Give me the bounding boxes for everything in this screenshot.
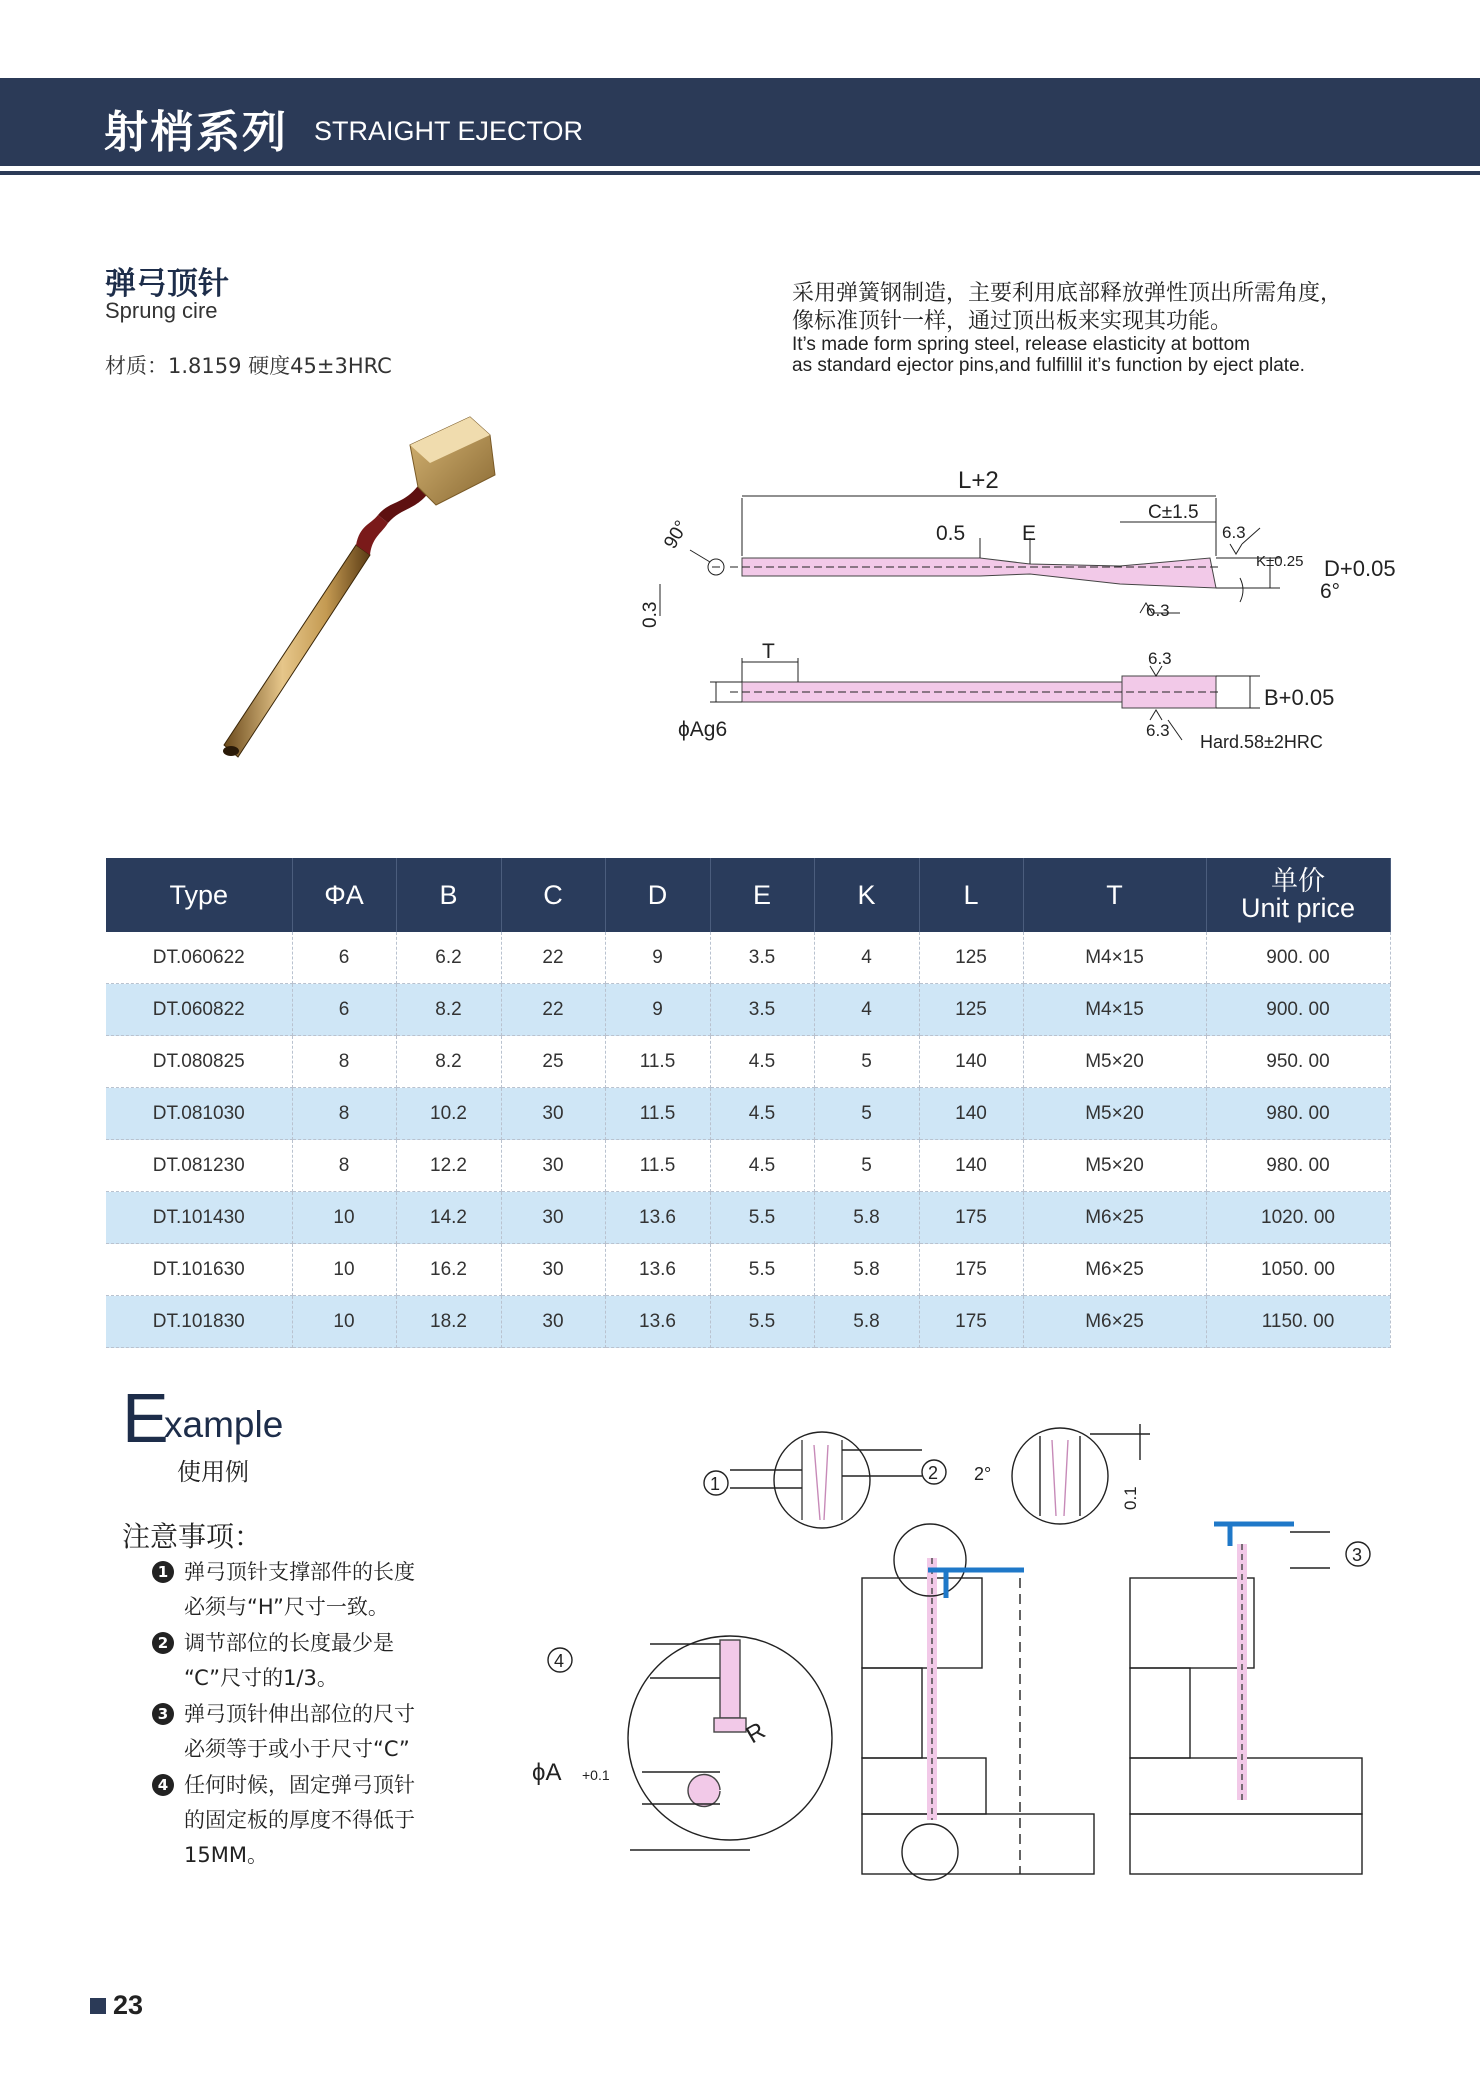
table-cell: 11.5: [605, 1036, 710, 1088]
table-cell: 5.8: [814, 1296, 919, 1348]
header-a: ΦA: [292, 858, 396, 932]
table-cell: M6×25: [1023, 1192, 1206, 1244]
table-cell: 1150. 00: [1206, 1296, 1390, 1348]
description-en-line: It’s made form spring steel, release elasticity at bottom: [792, 334, 1250, 355]
note-item: [152, 1626, 492, 1696]
table-row: [106, 984, 1390, 1036]
roughness-b1: 6.3: [1148, 649, 1172, 668]
table-cell: 3.5: [710, 984, 814, 1036]
dim-A: ϕAg6: [678, 718, 728, 741]
table-cell: M4×15: [1023, 984, 1206, 1036]
angle-90: 90°: [660, 517, 693, 553]
table-cell: 4.5: [710, 1140, 814, 1192]
note-number: 4: [152, 1774, 174, 1796]
table-cell: 25: [501, 1036, 605, 1088]
table-cell: 5.8: [814, 1192, 919, 1244]
dim-D: D+0.05: [1324, 556, 1396, 581]
callout-2: 2: [928, 1463, 939, 1483]
description-cn-line: 采用弹簧钢制造，主要利用底部释放弹性顶出所需角度，: [792, 281, 1343, 306]
table-row: [106, 932, 1390, 984]
technical-drawing: [620, 458, 1410, 758]
header-b: B: [396, 858, 501, 932]
table-cell: 5.5: [710, 1296, 814, 1348]
note-line: 弹弓顶针伸出部位的尺寸: [184, 1702, 415, 1726]
note-number: 3: [152, 1703, 174, 1725]
table-cell: M5×20: [1023, 1088, 1206, 1140]
table-cell: 5: [814, 1140, 919, 1192]
page-title-en: STRAIGHT EJECTOR: [314, 116, 584, 146]
note-line: 弹弓顶针支撑部件的长度: [184, 1560, 415, 1584]
page-marker: [90, 1998, 106, 2014]
dim-01: 0.1: [1121, 1486, 1140, 1510]
product-photo: [210, 405, 550, 765]
table-cell: 10: [292, 1244, 396, 1296]
dim-T: T: [762, 640, 775, 663]
table-cell: 125: [919, 984, 1023, 1036]
spec-table: [106, 858, 1391, 1348]
table-cell: 9: [605, 984, 710, 1036]
table-cell: 1050. 00: [1206, 1244, 1390, 1296]
header-price-en: Unit price: [1240, 893, 1356, 923]
callout-3: 3: [1352, 1545, 1363, 1565]
table-row: [106, 1088, 1390, 1140]
table-cell: 3.5: [710, 932, 814, 984]
table-cell: 30: [501, 1192, 605, 1244]
example-title-initial: E: [122, 1379, 169, 1457]
table-cell: M5×20: [1023, 1140, 1206, 1192]
table-cell: 12.2: [396, 1140, 501, 1192]
table-cell: 175: [919, 1192, 1023, 1244]
example-title: xample: [164, 1404, 284, 1445]
table-cell: DT.101830: [106, 1296, 292, 1348]
table-cell: M6×25: [1023, 1296, 1206, 1348]
radius-label: R: [741, 1717, 771, 1750]
header-d: D: [605, 858, 710, 932]
example-diagram: [530, 1420, 1390, 1910]
table-cell: 30: [501, 1088, 605, 1140]
table-cell: 5.5: [710, 1192, 814, 1244]
dim-L: L+2: [958, 467, 999, 494]
product-name-cn: 弹弓顶针: [105, 266, 229, 302]
table-body: [106, 932, 1390, 1348]
angle-6: 6°: [1320, 580, 1341, 603]
table-row: [106, 1244, 1390, 1296]
note-line: 必须与“H”尺寸一致。: [184, 1595, 389, 1619]
dim-B: B+0.05: [1264, 685, 1335, 710]
note-item: [152, 1697, 492, 1767]
header-l: L: [919, 858, 1023, 932]
table-cell: 13.6: [605, 1192, 710, 1244]
table-cell: DT.080825: [106, 1036, 292, 1088]
table-cell: DT.060822: [106, 984, 292, 1036]
header-e: E: [710, 858, 814, 932]
note-number: 1: [152, 1561, 174, 1583]
table-cell: 6: [292, 984, 396, 1036]
table-cell: 8.2: [396, 1036, 501, 1088]
table-cell: 30: [501, 1140, 605, 1192]
table-cell: 30: [501, 1244, 605, 1296]
page-title-cn: 射梢系列: [104, 107, 288, 158]
table-cell: 14.2: [396, 1192, 501, 1244]
table-cell: 13.6: [605, 1244, 710, 1296]
angle-2: 2°: [974, 1464, 992, 1484]
table-cell: 980. 00: [1206, 1088, 1390, 1140]
table-cell: 9: [605, 932, 710, 984]
dim-E: E: [1022, 522, 1037, 545]
table-cell: 5: [814, 1036, 919, 1088]
table-cell: 18.2: [396, 1296, 501, 1348]
table-cell: 4.5: [710, 1088, 814, 1140]
hardness-note: Hard.58±2HRC: [1200, 732, 1323, 752]
phi-a-tolerance: +0.1: [582, 1767, 610, 1783]
table-cell: DT.081230: [106, 1140, 292, 1192]
table-cell: 175: [919, 1296, 1023, 1348]
product-name-en: Sprung cire: [105, 298, 218, 323]
table-cell: 125: [919, 932, 1023, 984]
header-k: K: [814, 858, 919, 932]
table-cell: DT.101630: [106, 1244, 292, 1296]
table-cell: 900. 00: [1206, 932, 1390, 984]
phi-a-label: ϕA: [532, 1759, 562, 1786]
table-cell: 4: [814, 984, 919, 1036]
table-cell: 8: [292, 1140, 396, 1192]
table-cell: 980. 00: [1206, 1140, 1390, 1192]
table-cell: 8.2: [396, 984, 501, 1036]
table-cell: 10: [292, 1296, 396, 1348]
note-line: 调节部位的长度最少是: [184, 1631, 394, 1655]
description-cn-line: 像标准顶针一样，通过顶出板来实现其功能。: [792, 309, 1233, 334]
note-item: [152, 1768, 492, 1873]
table-row: [106, 1036, 1390, 1088]
header-type: Type: [106, 858, 292, 932]
table-cell: 4.5: [710, 1036, 814, 1088]
header-price-cn: 单价: [1271, 866, 1325, 896]
table-cell: 140: [919, 1036, 1023, 1088]
table-cell: 10.2: [396, 1088, 501, 1140]
notes-title: 注意事项：: [122, 1520, 263, 1553]
table-cell: 8: [292, 1088, 396, 1140]
table-cell: 900. 00: [1206, 984, 1390, 1036]
table-cell: 5: [814, 1088, 919, 1140]
table-row: [106, 1296, 1390, 1348]
note-line: 的固定板的厚度不得低于: [184, 1808, 415, 1832]
roughness-top: 6.3: [1222, 523, 1246, 542]
table-cell: 5.8: [814, 1244, 919, 1296]
roughness-bottom: 6.3: [1146, 601, 1170, 620]
dim-C: C±1.5: [1148, 502, 1199, 523]
dim-03: 0.3: [640, 601, 661, 628]
table-cell: 8: [292, 1036, 396, 1088]
table-cell: DT.060622: [106, 932, 292, 984]
table-row: [106, 1140, 1390, 1192]
table-cell: DT.101430: [106, 1192, 292, 1244]
description-en-line: as standard ejector pins,and fulfillil it’s function by eject plate.: [792, 355, 1305, 376]
table-cell: 175: [919, 1244, 1023, 1296]
table-cell: 140: [919, 1140, 1023, 1192]
table-cell: 13.6: [605, 1296, 710, 1348]
table-row: [106, 1192, 1390, 1244]
callout-1: 1: [710, 1474, 721, 1494]
table-cell: M5×20: [1023, 1036, 1206, 1088]
table-cell: 11.5: [605, 1088, 710, 1140]
table-cell: 140: [919, 1088, 1023, 1140]
note-line: 任何时候，固定弹弓顶针: [184, 1773, 415, 1797]
table-cell: DT.081030: [106, 1088, 292, 1140]
table-cell: 11.5: [605, 1140, 710, 1192]
table-header-row: [106, 858, 1390, 932]
roughness-b2: 6.3: [1146, 721, 1170, 740]
callout-4: 4: [554, 1651, 565, 1671]
table-cell: 5.5: [710, 1244, 814, 1296]
header-rule: [0, 171, 1480, 175]
note-item: [152, 1555, 492, 1625]
table-cell: 16.2: [396, 1244, 501, 1296]
header-t: T: [1023, 858, 1206, 932]
table-cell: 950. 00: [1206, 1036, 1390, 1088]
table-cell: 10: [292, 1192, 396, 1244]
page-number: 23: [113, 1990, 144, 2020]
table-cell: 22: [501, 984, 605, 1036]
note-number: 2: [152, 1632, 174, 1654]
material-spec: 材质：1.8159 硬度45±3HRC: [105, 354, 392, 378]
table-cell: M4×15: [1023, 932, 1206, 984]
note-line: 必须等于或小于尺寸“C”: [184, 1737, 410, 1761]
table-cell: 22: [501, 932, 605, 984]
table-cell: 1020. 00: [1206, 1192, 1390, 1244]
note-line: 15MM。: [184, 1843, 268, 1867]
header-c: C: [501, 858, 605, 932]
dim-05: 0.5: [936, 522, 966, 545]
example-title-cn: 使用例: [177, 1458, 249, 1486]
table-cell: M6×25: [1023, 1244, 1206, 1296]
table-cell: 6.2: [396, 932, 501, 984]
table-cell: 6: [292, 932, 396, 984]
header-price: [1206, 858, 1390, 932]
note-line: “C”尺寸的1/3。: [184, 1666, 338, 1690]
table-cell: 30: [501, 1296, 605, 1348]
table-cell: 4: [814, 932, 919, 984]
dim-K: K±0.25: [1256, 553, 1304, 570]
